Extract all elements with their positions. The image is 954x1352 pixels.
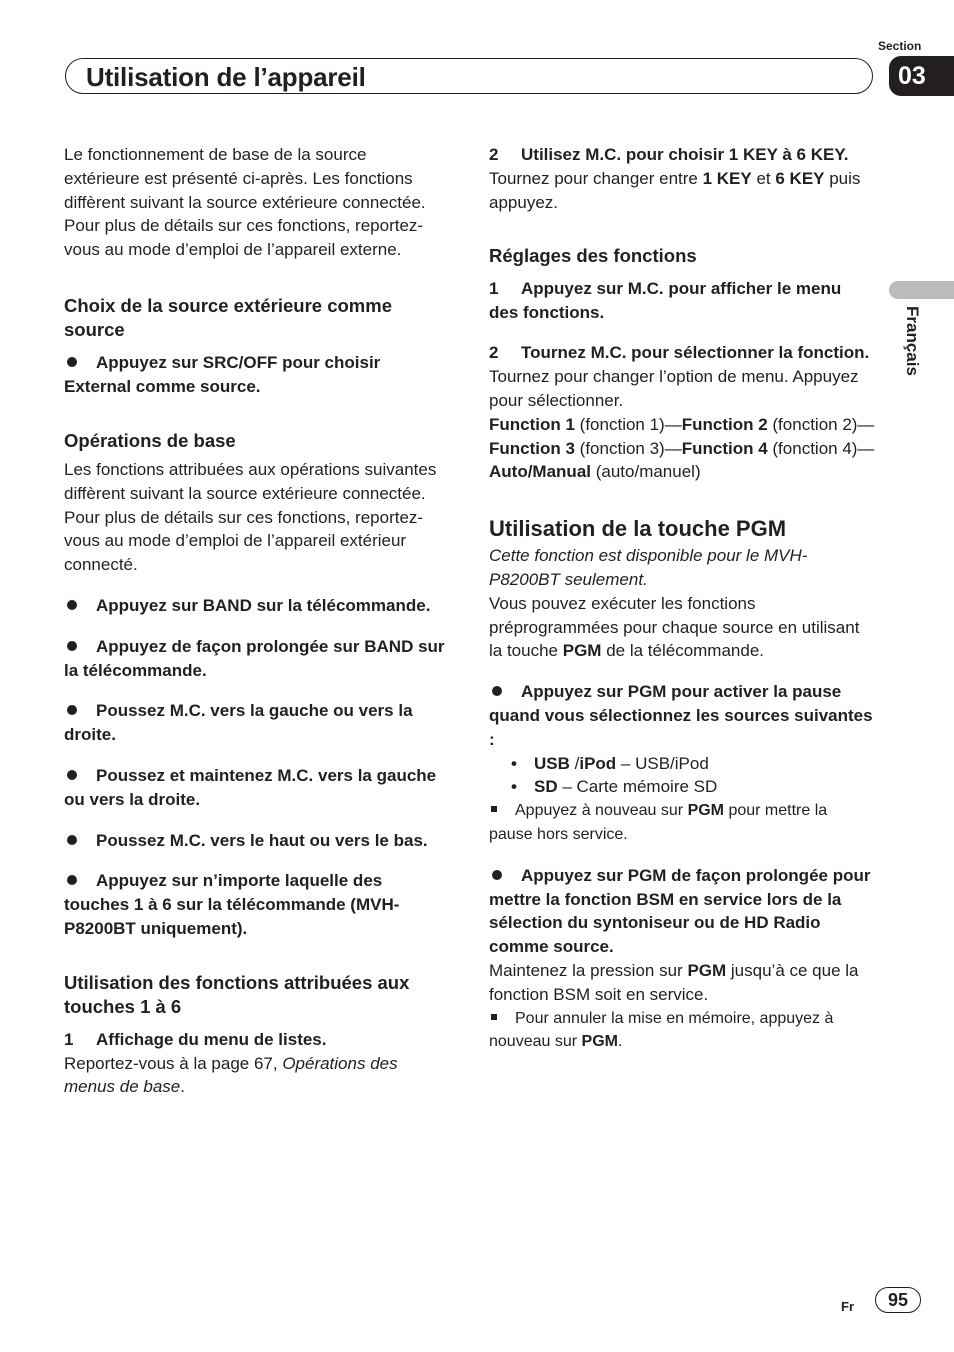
step-select-function: 2 Tournez M.C. pour sélectionner la fonction. — [489, 343, 870, 363]
intro-paragraph: Le fonctionnement de base de la source extérieure est présenté ci-après. Les fonctions diffèrent suivant la source extérieure connectée. Pour plus de détails sur ces fonctions, reportez-vous au mode d’emploi de l’appareil externe. — [64, 145, 426, 260]
heading-basic-operations: Opérations de base — [64, 429, 236, 451]
bullet-icon — [489, 864, 521, 888]
link-basic-menu-operations[interactable]: Opérations des menus de base — [64, 1053, 398, 1097]
pgm-hold-text: Maintenez la pression sur PGM jusqu’à ce que la fonction BSM soit en service. — [489, 961, 859, 1004]
section-label: Section — [878, 39, 922, 53]
bullet-icon — [64, 635, 96, 659]
footer-language: Fr — [841, 1299, 854, 1314]
note-pause-off: Appuyez à nouveau sur PGM pour mettre la pause hors service. — [489, 799, 875, 847]
step-list-menu: 1 Affichage du menu de listes. — [64, 1029, 327, 1049]
section-number: 03 — [889, 56, 954, 96]
pgm-description: Vous pouvez exécuter les fonctions préprogrammées pour chaque source en utilisant la touche PGM de la télécommande. — [489, 593, 860, 661]
page-number: 95 — [875, 1287, 921, 1313]
source-sd: • SD – Carte mémoire SD — [489, 775, 875, 799]
basic-operations-text: Les fonctions attribuées aux opérations suivantes diffèrent suivant la source extérieure connectée. Pour plus de détails sur ces fonctions, reportez-vous au mode d’emploi de l’appareil extérieur connecté. — [64, 460, 437, 575]
heading-keys-functions: Utilisation des fonctions attribuées aux touches 1 à 6 — [64, 971, 410, 1018]
source-usb-ipod: • USB /iPod – USB/iPod — [489, 752, 875, 776]
step-list-menu-text: Reportez-vous à la page 67, Opérations des menus de base. — [64, 1053, 398, 1097]
note-square-icon — [489, 799, 515, 823]
heading-function-settings: Réglages des fonctions — [489, 245, 697, 267]
language-tab-marker — [889, 281, 954, 299]
note-square-icon — [489, 1007, 515, 1031]
step-show-function-menu: 1 Appuyez sur M.C. pour afficher le menu des fonctions. — [489, 278, 842, 322]
right-column — [489, 143, 875, 1054]
heading-source-choice: Choix de la source extérieure comme source — [64, 294, 392, 341]
function-list: Function 1 (fonction 1)—Function 2 (fonction 2)—Function 3 (fonction 3)—Function 4 (fonction 4)—Auto/Manual (auto/manuel) — [489, 414, 875, 482]
bullet-keys-1-6: Appuyez sur n’importe laquelle des touches 1 à 6 sur la télécommande (MVH-P8200BT uniquement). — [64, 871, 400, 939]
note-cancel-memory: Pour annuler la mise en mémoire, appuyez à nouveau sur PGM. — [489, 1007, 875, 1055]
bullet-icon — [64, 594, 96, 618]
bullet-band-hold: Appuyez de façon prolongée sur BAND sur la télécommande. — [64, 636, 445, 680]
bullet-icon — [64, 764, 96, 788]
bullet-icon — [489, 680, 521, 704]
step-choose-key-text: Tournez pour changer entre 1 KEY et 6 KEY puis appuyez. — [489, 168, 861, 212]
pgm-availability-note: Cette fonction est disponible pour le MVH-P8200BT seulement. — [489, 546, 808, 590]
language-label: Français — [903, 306, 922, 376]
bullet-icon — [64, 351, 96, 375]
heading-pgm-key: Utilisation de la touche PGM — [489, 516, 787, 542]
bullet-icon — [64, 869, 96, 893]
bullet-mc-hold-left-right: Poussez et maintenez M.C. vers la gauche ou vers la droite. — [64, 766, 437, 809]
bullet-mc-left-right: Poussez M.C. vers la gauche ou vers la droite. — [64, 701, 413, 745]
bullet-choice: Appuyez sur SRC/OFF pour choisir External comme source. — [64, 352, 381, 396]
bullet-pgm-pause: Appuyez sur PGM pour activer la pause quand vous sélectionnez les sources suivantes : — [489, 682, 873, 749]
bullet-pgm-bsm: Appuyez sur PGM de façon prolongée pour mettre la fonction BSM en service lors de la sélection du syntoniseur ou de HD Radio comme source. — [489, 865, 871, 957]
chapter-title: Utilisation de l’appareil — [86, 62, 366, 92]
chapter-title-box — [65, 58, 873, 94]
bullet-icon — [64, 699, 96, 723]
step-choose-key: 2 Utilisez M.C. pour choisir 1 KEY à 6 KEY. — [489, 145, 849, 164]
select-function-text: Tournez pour changer l’option de menu. Appuyez pour sélectionner. — [489, 367, 859, 411]
bullet-band: Appuyez sur BAND sur la télécommande. — [64, 594, 452, 618]
bullet-mc-up-down: Poussez M.C. vers le haut ou vers le bas. — [64, 829, 452, 853]
left-column — [64, 143, 452, 1099]
bullet-icon — [64, 829, 96, 853]
